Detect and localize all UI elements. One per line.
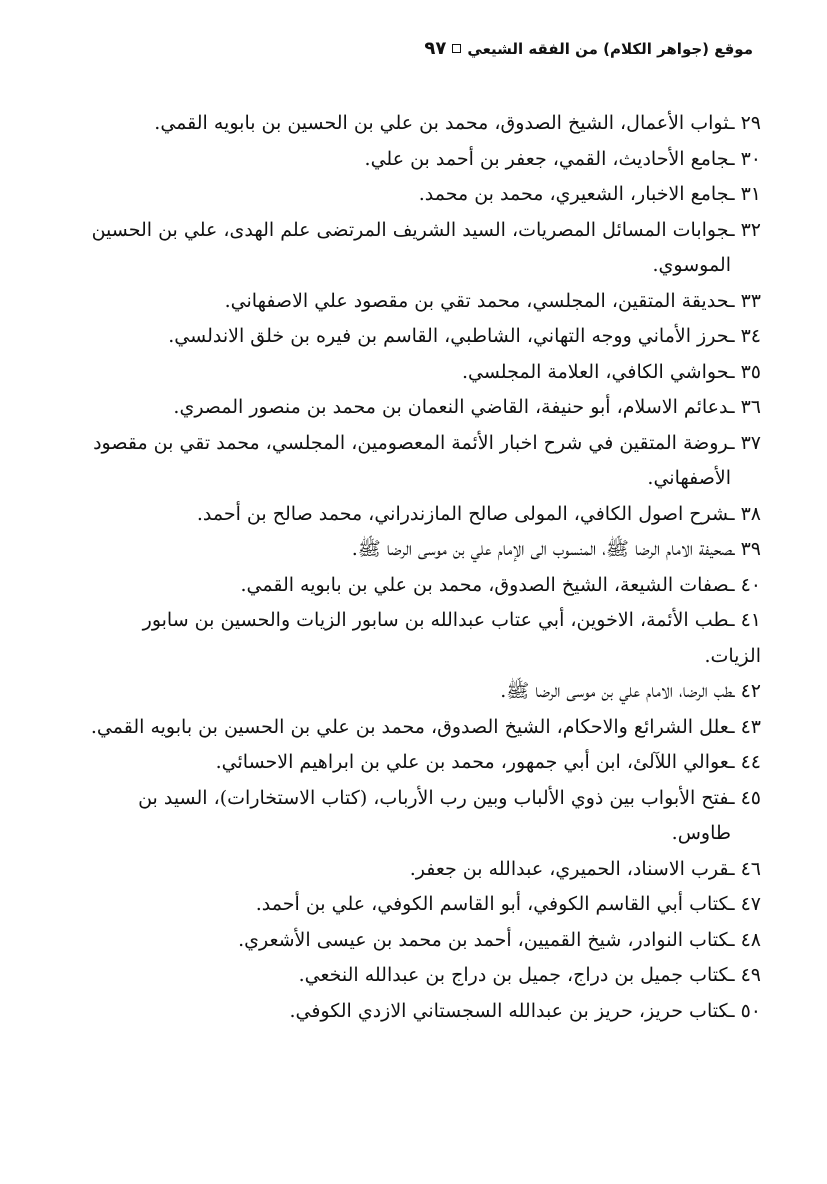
entry-number: ٤٩ <box>740 964 761 986</box>
entry-dash: ـ <box>732 538 741 560</box>
entry-dash: ـ <box>728 112 741 134</box>
bibliography-entry <box>81 497 761 533</box>
entry-dash: ـ <box>728 857 741 880</box>
entry-number: ٤٠ <box>740 573 761 596</box>
entry-number: ٣١ <box>740 183 761 205</box>
bibliography-entry <box>81 781 761 817</box>
entry-dash: ـ <box>728 751 741 773</box>
entry-number: ٣٦ <box>740 396 761 418</box>
bibliography-entry <box>81 603 761 674</box>
entry-dash: ـ <box>728 183 741 205</box>
entry-text: حرز الأماني ووجه التهاني، الشاطبي، القاسم بن فيره بن خلق الاندلسي. <box>168 325 729 347</box>
entry-number: ٤٥ <box>740 786 761 809</box>
entry-number: ٤٦ <box>740 857 761 880</box>
bibliography-entry <box>81 674 761 710</box>
entry-text: صحيفة الامام الرضا ﷺ، المنسوب الى الإمام علي بن موسى الرضا ﷺ. <box>351 538 733 560</box>
entry-dash: ـ <box>728 609 741 631</box>
entry-text: صفات الشيعة، الشيخ الصدوق، محمد بن علي بن بابويه القمي. <box>240 573 729 596</box>
entry-text: جوابات المسائل المصريات، السيد الشريف المرتضى علم الهدى، علي بن الحسين <box>91 218 729 241</box>
running-title: موقع (جواهر الكلام) من الفقه الشيعي <box>467 39 753 58</box>
entry-continuation: الموسوي. <box>652 254 731 276</box>
entry-text: طب الأئمة، الاخوين، أبي عتاب عبدالله بن سابور الزيات والحسين بن سابور الزيات. <box>142 609 761 667</box>
entry-dash: ـ <box>728 964 741 986</box>
bibliography-entry <box>81 710 761 746</box>
entry-dash: ـ <box>732 680 741 702</box>
entry-text: فتح الأبواب بين ذوي الألباب وبين رب الأرباب، (كتاب الاستخارات)، السيد بن <box>138 786 729 809</box>
entry-number: ٣٤ <box>740 325 761 347</box>
entry-text: عوالي اللآلئ، ابن أبي جمهور، محمد بن علي بن ابراهيم الاحسائي. <box>215 751 729 773</box>
entry-dash: ـ <box>728 715 741 738</box>
entry-continuation: طاوس. <box>671 822 731 844</box>
bibliography-entry <box>81 994 761 1030</box>
bibliography-entry <box>81 355 761 391</box>
entry-number: ٣٠ <box>740 147 761 170</box>
entry-text: قرب الاسناد، الحميري، عبدالله بن جعفر. <box>409 857 729 880</box>
running-header <box>424 38 753 59</box>
bibliography-entry <box>81 284 761 320</box>
entry-dash: ـ <box>728 786 741 809</box>
entry-number: ٣٩ <box>740 538 761 560</box>
entry-dash: ـ <box>728 928 741 951</box>
entry-number: ٤١ <box>740 609 761 631</box>
bibliography-entry <box>81 852 761 888</box>
entry-text: حواشي الكافي، العلامة المجلسي. <box>461 360 729 383</box>
entry-text: جامع الأحاديث، القمي، جعفر بن أحمد بن علي. <box>364 147 729 170</box>
entry-dash: ـ <box>728 289 741 312</box>
entry-text: دعائم الاسلام، أبو حنيفة، القاضي النعمان بن محمد بن منصور المصري. <box>173 396 729 418</box>
bibliography-entry <box>81 426 761 462</box>
entry-number: ٤٣ <box>740 715 761 738</box>
entry-number: ٢٩ <box>740 112 761 134</box>
entry-text: حديقة المتقين، المجلسي، محمد تقي بن مقصود علي الاصفهاني. <box>224 289 729 312</box>
bibliography-entry <box>81 887 761 923</box>
entry-number: ٤٧ <box>740 893 761 915</box>
entry-dash: ـ <box>728 218 741 241</box>
bibliography-entry <box>81 532 761 568</box>
entry-dash: ـ <box>728 502 741 525</box>
entry-text: علل الشرائع والاحكام، الشيخ الصدوق، محمد بن علي بن الحسين بن بابويه القمي. <box>90 715 729 738</box>
bibliography-entry <box>81 106 761 142</box>
entry-dash: ـ <box>728 147 741 170</box>
entry-text: جامع الاخبار، الشعيري، محمد بن محمد. <box>418 183 729 205</box>
bibliography-entry <box>81 958 761 994</box>
entry-dash: ـ <box>728 396 741 418</box>
bibliography-entry <box>81 568 761 604</box>
entry-dash: ـ <box>728 325 741 347</box>
entry-text: ثواب الأعمال، الشيخ الصدوق، محمد بن علي بن الحسين بن بابويه القمي. <box>154 112 729 134</box>
bibliography-entry <box>81 213 761 249</box>
entry-number: ٣٢ <box>740 218 761 241</box>
entry-number: ٥٠ <box>740 999 761 1022</box>
entry-text: كتاب حريز، حريز بن عبدالله السجستاني الازدي الكوفي. <box>289 999 729 1022</box>
entry-number: ٤٢ <box>740 680 761 702</box>
entry-text: كتاب جميل بن دراج، جميل بن دراج بن عبدالله النخعي. <box>298 964 729 986</box>
bibliography-entry <box>81 390 761 426</box>
entry-text: طب الرضا، الامام علي بن موسى الرضا ﷺ. <box>500 680 733 702</box>
entry-dash: ـ <box>728 999 741 1022</box>
entry-continuation: الأصفهاني. <box>647 467 731 489</box>
entry-text: كتاب أبي القاسم الكوفي، أبو القاسم الكوفي، علي بن أحمد. <box>255 893 729 915</box>
entry-text: شرح اصول الكافي، المولى صالح المازندراني، محمد صالح بن أحمد. <box>196 502 729 525</box>
entry-number: ٤٨ <box>740 928 761 951</box>
page-number: ٩٧ <box>424 38 447 59</box>
bibliography-entry <box>81 319 761 355</box>
entry-number: ٣٥ <box>740 360 761 383</box>
bibliography-entry <box>81 177 761 213</box>
entry-text: كتاب النوادر، شيخ القميين، أحمد بن محمد بن عيسى الأشعري. <box>238 928 729 951</box>
entry-dash: ـ <box>728 431 741 454</box>
entry-number: ٣٨ <box>740 502 761 525</box>
bibliography-list <box>81 106 761 1029</box>
entry-dash: ـ <box>728 360 741 383</box>
entry-text: روضة المتقين في شرح اخبار الأئمة المعصومين، المجلسي، محمد تقي بن مقصود <box>93 431 729 454</box>
entry-number: ٣٣ <box>740 289 761 312</box>
bibliography-entry <box>81 142 761 178</box>
bibliography-entry <box>81 745 761 781</box>
entry-number: ٤٤ <box>740 751 761 773</box>
entry-number: ٣٧ <box>740 431 761 454</box>
square-separator-icon <box>452 44 461 53</box>
entry-dash: ـ <box>728 893 741 915</box>
entry-dash: ـ <box>728 573 741 596</box>
bibliography-entry <box>81 923 761 959</box>
